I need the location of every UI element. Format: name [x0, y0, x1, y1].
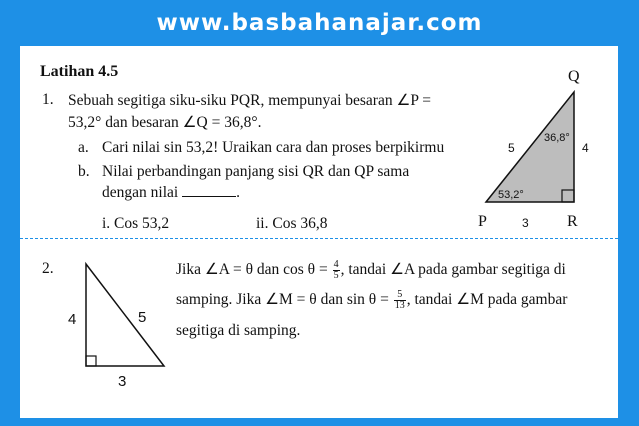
- vertex-r-label: R: [567, 213, 578, 230]
- side-pq-label: 5: [508, 141, 515, 155]
- triangle-2-figure: [60, 258, 190, 388]
- q2-line3: segitiga di samping.: [176, 322, 301, 339]
- q1a-text: Cari nilai sin 53,2! Uraikan cara dan proses berpikirmu: [102, 139, 445, 156]
- fraction-4-5-numerator: 4: [333, 259, 339, 270]
- fraction-5-13: [394, 290, 406, 311]
- vertex-p-label: P: [478, 213, 487, 230]
- triangle-pqr: [486, 92, 574, 202]
- q1b-text1: Nilai perbandingan panjang sisi QR dan QP sama: [102, 163, 410, 180]
- side-bottom-label: 3: [118, 373, 127, 388]
- answer-blank: [182, 184, 236, 197]
- q1-option-2: ii. Cos 36,8: [256, 215, 328, 232]
- fraction-4-5: [333, 260, 340, 281]
- q1-option-1: i. Cos 53,2: [102, 215, 170, 232]
- side-left-label: 4: [68, 311, 77, 328]
- triangle-pqr-figure: [456, 60, 606, 236]
- site-banner: [0, 0, 639, 46]
- q1-line1: Sebuah segitiga siku-siku PQR, mempunyai besaran ∠P =: [68, 92, 432, 109]
- q2-line2-b: , tandai ∠M pada gambar: [406, 291, 568, 309]
- angle-p-label: 53,2°: [498, 189, 524, 201]
- section-divider: [20, 238, 618, 239]
- exercise-title: Latihan 4.5: [40, 63, 119, 80]
- q2-line1: [176, 260, 566, 281]
- q2-line2: [176, 290, 567, 311]
- fraction-5-13-denominator: 13: [394, 300, 405, 311]
- vertex-q-label: Q: [568, 68, 580, 85]
- q2-line1-b: , tandai ∠A pada gambar segitiga di: [340, 261, 566, 279]
- side-hyp-label: 5: [138, 309, 147, 326]
- q1b-text2: dengan nilai: [102, 184, 179, 201]
- q2-line1-a: Jika ∠A = θ dan cos θ =: [176, 261, 332, 279]
- q2-number: 2.: [42, 260, 54, 277]
- q1-number: 1.: [42, 91, 54, 108]
- q1a-label: a.: [78, 139, 89, 156]
- q1-line2: 53,2° dan besaran ∠Q = 36,8°.: [68, 114, 262, 131]
- site-url: www.basbahanajar.com: [156, 10, 483, 36]
- exercise-card: [20, 46, 618, 418]
- q1b-label: b.: [78, 163, 90, 180]
- q1b-text2-line: [102, 184, 240, 202]
- fraction-5-13-numerator: 5: [394, 290, 406, 301]
- angle-q-label: 36,8°: [544, 132, 570, 144]
- q1b-end: .: [236, 184, 240, 201]
- triangle-2: [86, 264, 164, 366]
- q2-line2-a: samping. Jika ∠M = θ dan sin θ =: [176, 291, 393, 309]
- side-pr-label: 3: [522, 216, 529, 230]
- side-qr-label: 4: [582, 141, 589, 155]
- fraction-4-5-denominator: 5: [333, 270, 339, 281]
